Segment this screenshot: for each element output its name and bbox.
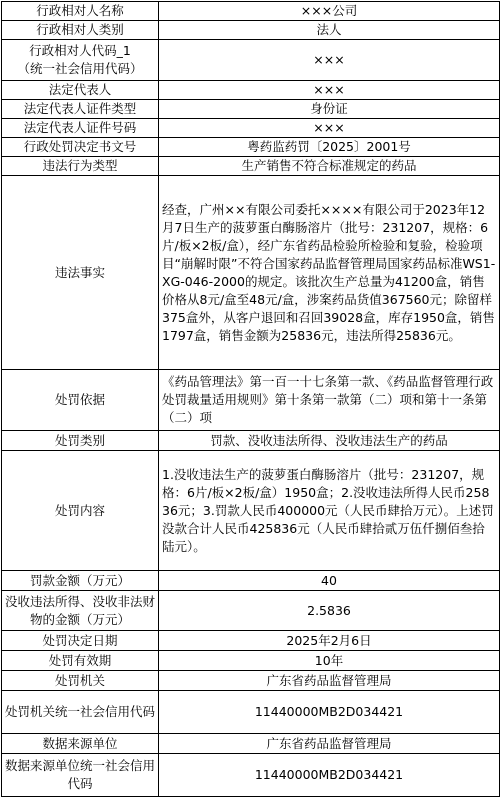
row-value: 10年 bbox=[159, 651, 500, 671]
table-row bbox=[2, 370, 500, 431]
row-label: 处罚机关 bbox=[2, 671, 159, 691]
table-row bbox=[2, 176, 500, 370]
penalty-info-table bbox=[1, 1, 500, 797]
row-value: 1.没收违法生产的菠萝蛋白酶肠溶片（批号：231207，规格：6片/板×2板/盒）1950盒；2.没收违法所得人民币25836元；3.罚款人民币400000元（人民币肆拾万元）。上述罚没款合计人民币425836元（人民币肆拾贰万伍仟捌佰叁拾陆元）。 bbox=[159, 451, 500, 571]
row-label: 处罚内容 bbox=[2, 451, 159, 571]
row-value: 生产销售不符合标准规定的药品 bbox=[159, 157, 500, 176]
row-value: 身份证 bbox=[159, 100, 500, 119]
table-row bbox=[2, 157, 500, 176]
row-label: 数据来源单位 bbox=[2, 734, 159, 754]
row-value: 广东省药品监督管理局 bbox=[159, 734, 500, 754]
row-label: 行政处罚决定书文号 bbox=[2, 138, 159, 157]
row-value: 2.5836 bbox=[159, 591, 500, 631]
table-row bbox=[2, 100, 500, 119]
row-value: ×××公司 bbox=[159, 2, 500, 21]
table-row bbox=[2, 691, 500, 734]
row-value: 《药品管理法》第一百一十七条第一款、《药品监督管理行政处罚裁量适用规则》第十条第一款第（二）项和第十一条第（二）项 bbox=[159, 370, 500, 431]
row-value: 罚款、没收违法所得、没收违法生产的药品 bbox=[159, 431, 500, 451]
row-label: 行政相对人名称 bbox=[2, 2, 159, 21]
table-row bbox=[2, 2, 500, 21]
table-row bbox=[2, 431, 500, 451]
row-label: 没收违法所得、没收非法财物的金额（万元） bbox=[2, 591, 159, 631]
row-label: 处罚决定日期 bbox=[2, 631, 159, 651]
row-label: 处罚机关统一社会信用代码 bbox=[2, 691, 159, 734]
row-value: ××× bbox=[159, 40, 500, 81]
row-label: 数据来源单位统一社会信用代码 bbox=[2, 754, 159, 797]
row-value: ××× bbox=[159, 81, 500, 100]
row-label: 法定代表人证件号码 bbox=[2, 119, 159, 138]
row-value: 11440000MB2D034421 bbox=[159, 754, 500, 797]
row-value: 40 bbox=[159, 571, 500, 591]
row-label: 处罚类别 bbox=[2, 431, 159, 451]
table-row bbox=[2, 651, 500, 671]
table-row bbox=[2, 40, 500, 81]
row-value: 广东省药品监督管理局 bbox=[159, 671, 500, 691]
row-label: 行政相对人类别 bbox=[2, 21, 159, 40]
table-row bbox=[2, 451, 500, 571]
row-label: 违法行为类型 bbox=[2, 157, 159, 176]
row-value: 经查，广州××有限公司委托××××有限公司于2023年12月7日生产的菠萝蛋白酶肠溶片（批号：231207，规格：6片/板×2板/盒），经广东省药品检验所检验和复验，检验项目“崩解时限”不符合国家药品监督管理局国家药品标准WS1-XG-046-2000的规定。该批次生产总量为41200盒，销售价格从8元/盒至48元/盒，涉案药品货值367560元；除留样375盒外，从客户退回和召回39028盒，库存1950盒，销售1797盒，销售金额为25836元，违法所得25836元。 bbox=[159, 176, 500, 370]
table-row bbox=[2, 81, 500, 100]
table-row bbox=[2, 138, 500, 157]
table-row bbox=[2, 671, 500, 691]
row-label: 违法事实 bbox=[2, 176, 159, 370]
row-value: 法人 bbox=[159, 21, 500, 40]
row-label: 罚款金额（万元） bbox=[2, 571, 159, 591]
table-row bbox=[2, 571, 500, 591]
row-label: 处罚有效期 bbox=[2, 651, 159, 671]
row-label: 行政相对人代码_1 （统一社会信用代码） bbox=[2, 40, 159, 81]
table-row bbox=[2, 591, 500, 631]
row-value: 粤药监药罚〔2025〕2001号 bbox=[159, 138, 500, 157]
table-row bbox=[2, 734, 500, 754]
table-row bbox=[2, 21, 500, 40]
row-value: 11440000MB2D034421 bbox=[159, 691, 500, 734]
row-value: 2025年2月6日 bbox=[159, 631, 500, 651]
row-label: 法定代表人 bbox=[2, 81, 159, 100]
table-row bbox=[2, 754, 500, 797]
table-row bbox=[2, 631, 500, 651]
table-row bbox=[2, 119, 500, 138]
row-label: 法定代表人证件类型 bbox=[2, 100, 159, 119]
row-label: 处罚依据 bbox=[2, 370, 159, 431]
row-value: ××× bbox=[159, 119, 500, 138]
